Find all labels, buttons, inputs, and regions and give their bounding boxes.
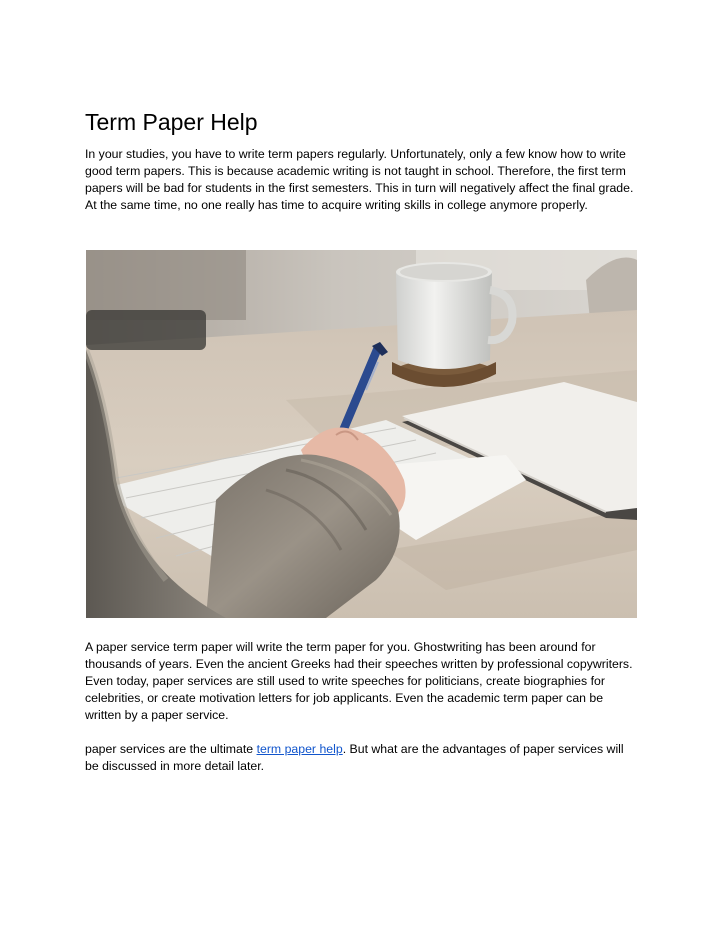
- closing-paragraph: [85, 741, 637, 775]
- page-title: Term Paper Help: [85, 109, 258, 135]
- closing-text-after-link: . But what are the advantages of paper services will be discussed in more detail later.: [85, 742, 624, 773]
- body-paragraph: A paper service term paper will write the term paper for you. Ghostwriting has been around for thousands of years. Even the ancient Greeks had their speeches written by professional copywriters. Even today, paper services are still used to write speeches for politicians, create biographies for celebrities, or create motivation letters for job applicants. Even the academic term paper can be written by a paper service.: [85, 640, 633, 722]
- writing-photo: [86, 250, 637, 618]
- intro-paragraph: In your studies, you have to write term papers regularly. Unfortunately, only a few know how to write good term papers. This is because academic writing is not taught in school. Therefore, the first term papers will be bad for students in the first semesters. This in turn will negatively affect the final grade. At the same time, no one really has time to acquire writing skills in college anymore properly.: [85, 147, 634, 212]
- term-paper-help-link[interactable]: term paper help: [256, 742, 343, 756]
- closing-text-before-link: paper services are the ultimate: [85, 742, 257, 756]
